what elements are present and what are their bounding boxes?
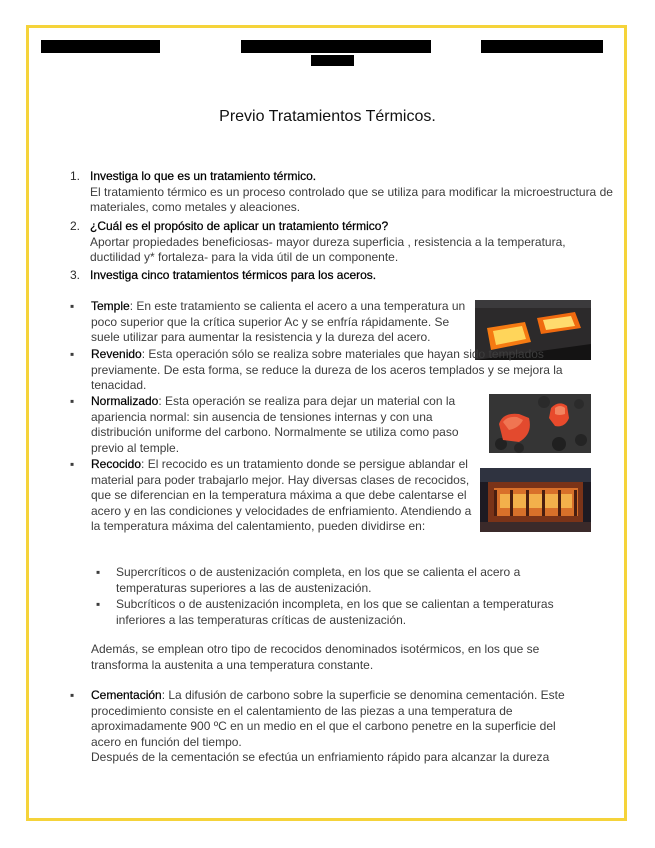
answer-text: El tratamiento térmico es un proceso controlado que se utiliza para modificar la microestructura de materiales, como metales y aleaciones.	[90, 184, 613, 215]
treatment-term: Temple	[91, 299, 130, 313]
annealing-type-1	[96, 565, 576, 596]
redacted-name-4	[311, 55, 354, 66]
treatment-description: : El recocido es un tratamiento donde se persigue ablandar el material para poder trabajarlo mejor. Hay diversas clases de recocidos, que se diferencian en la temperatura máxima a que debe calentarse el acero y en las condiciones y velocidades de enfriamiento. Atendiendo a la temperatura máxima del calentamiento, pueden dividirse en:	[91, 457, 472, 534]
redacted-name-3	[481, 40, 603, 53]
treatment-recocido	[70, 457, 480, 535]
treatment-description: : La difusión de carbono sobre la superficie se denomina cementación. Este procedimiento consiste en el calentamiento de las piezas a una temperatura de aproximadamente 900 ºC en un medio en el que el carbono penetre en la superficie del acero en función del tiempo.	[91, 688, 565, 749]
isothermal-note: Además, se emplean otro tipo de recocidos denominados isotérmicos, en los que se transforma la austenita a una temperatura constante.	[91, 642, 540, 672]
answer-text: Aportar propiedades beneficiosas- mayor dureza superficia , resistencia a la temperatura, ductilidad y* fortaleza- para la vida útil de un componente.	[90, 234, 566, 265]
recocido-photo	[480, 468, 591, 532]
bullet-icon: ▪	[70, 299, 75, 313]
question-1	[70, 169, 615, 216]
treatment-normalizado	[70, 394, 480, 456]
treatment-term: Recocido	[91, 457, 142, 471]
bullet-icon: ▪	[70, 457, 75, 471]
treatment-term: Cementación	[91, 688, 162, 702]
question-3	[70, 268, 615, 284]
bullet-icon: ▪	[96, 565, 101, 579]
annealing-type-text: Supercríticos o de austenización completa, en los que se calienta el acero a temperaturas superiores a las de austenización.	[116, 565, 521, 595]
treatment-continuation: Después de la cementación se efectúa un enfriamiento rápido para alcanzar la dureza	[91, 750, 550, 765]
redacted-name-2	[241, 40, 431, 53]
question-number: 3.	[70, 268, 81, 282]
normalizado-photo	[489, 394, 591, 453]
question-text: Investiga cinco tratamientos térmicos para los aceros.	[90, 268, 377, 282]
question-number: 2.	[70, 219, 81, 233]
annealing-type-2	[96, 597, 576, 628]
document-title: Previo Tratamientos Térmicos.	[219, 108, 436, 125]
treatment-temple	[70, 299, 470, 346]
treatment-revenido	[70, 347, 600, 394]
treatment-description: : Esta operación sólo se realiza sobre materiales que hayan sido templados previamente. De esta forma, se reduce la dureza de los aceros templados y se mejora la tenacidad.	[91, 347, 563, 393]
treatment-term: Revenido	[91, 347, 142, 361]
question-text: Investiga lo que es un tratamiento térmico.	[90, 169, 317, 183]
redacted-name-1	[41, 40, 160, 53]
bullet-icon: ▪	[96, 597, 101, 611]
bullet-icon: ▪	[70, 347, 75, 361]
treatment-cementacion	[70, 688, 580, 766]
question-text: ¿Cuál es el propósito de aplicar un tratamiento térmico?	[90, 219, 389, 233]
question-number: 1.	[70, 169, 81, 183]
bullet-icon: ▪	[70, 688, 75, 702]
treatment-term: Normalizado	[91, 394, 159, 408]
treatment-description: : En este tratamiento se calienta el acero a una temperatura un poco superior que la crítica superior Ac y se enfría rápidamente. Se suele utilizar para aumentar la resistencia y la dureza del acero.	[91, 299, 466, 345]
treatment-description: : Esta operación se realiza para dejar un material con la apariencia normal: sin ausencia de tensiones internas y con una distribución uniforme del carbono. Normalmente se utiliza como paso previo al temple.	[91, 394, 459, 455]
bullet-icon: ▪	[70, 394, 75, 408]
question-2	[70, 219, 615, 266]
annealing-type-text: Subcríticos o de austenización incompleta, en los que se calientan a temperaturas inferiores a las temperaturas críticas de austenización.	[116, 597, 554, 627]
